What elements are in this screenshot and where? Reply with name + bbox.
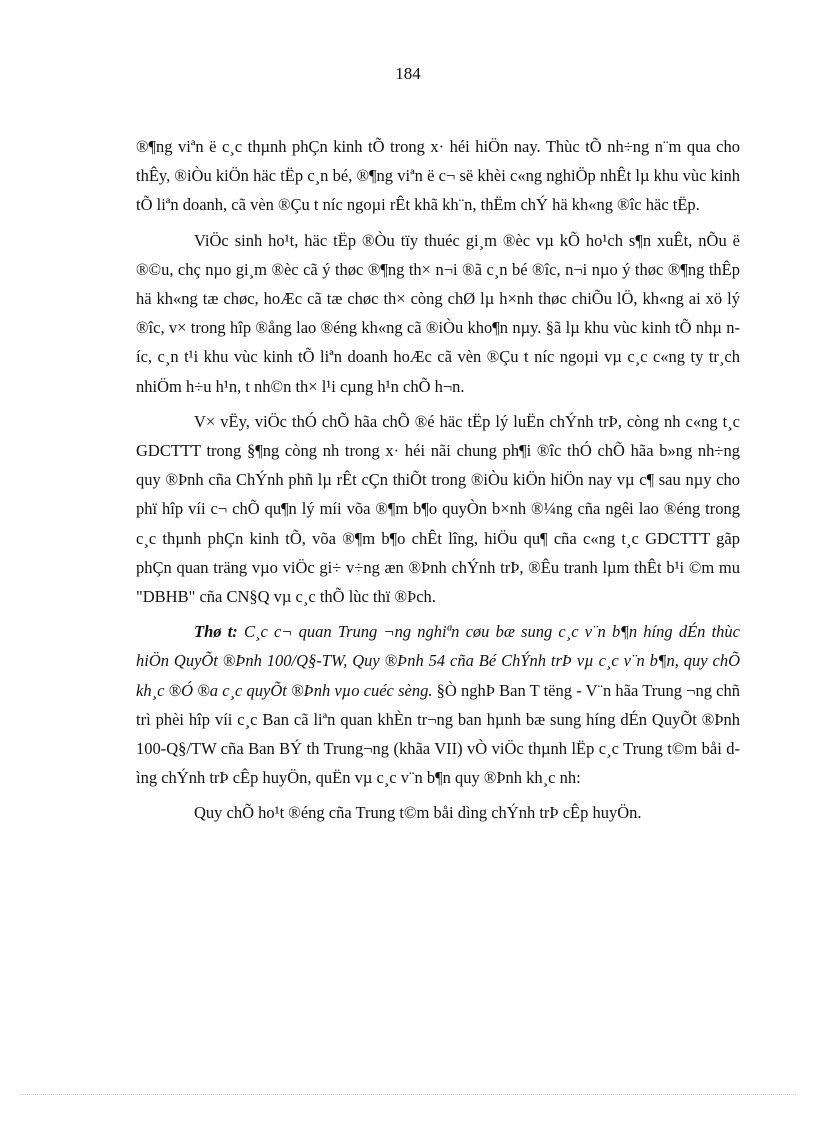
document-body — [136, 132, 740, 834]
paragraph-2: ViÖc sinh ho¹t, häc tËp ®Òu tïy thuéc gi¸m ®èc vµ kÕ ho¹ch s¶n xuÊt, nÕu ë ®©u, chç nµo gi¸m ®èc cã ý thøc ®¶ng th× n¬i ®ã c¸n bé ®îc, n¬i nµo ý thøc ®¶ng thÊp hä kh«ng tæ chøc, hoÆc cã tæ chøc th× còng chØ lµ h×nh thøc chiÕu lÖ, kh«ng ai xö lý ®îc, v× trong hîp ®ång lao ®éng kh«ng cã ®iÒu kho¶n nµy. §ã lµ khu vùc kinh tÕ nhµ níc, c¸n t¹i khu vùc kinh tÕ liªn doanh hoÆc cã vèn ®Çu t níc ngoµi vµ c¸c c«ng ty tr¸ch nhiÖm h÷u h¹n, t nh©n th× l¹i cµng h¹n chÕ h¬n. — [136, 230, 740, 396]
paragraph-4-normal-text: §Ò nghÞ Ban T tëng - V¨n hãa Trung ¬ng chñ trì phèi hîp víi c¸c Ban cã liªn quan khÈn tr¬ng ban hµnh bæ sung híng dÉn QuyÕt ®Þnh 100-Q§/TW cña Ban BÝ th Trung¬ng (khãa VII) vÒ viÖc thµnh lËp c¸c Trung t©m båi dìng chÝnh trÞ cÊp huyÖn, quËn vµ c¸c v¨n b¶n quy ®Þnh kh¸c nh: — [136, 680, 740, 788]
paragraph-3: V× vËy, viÖc thÓ chÕ hãa chÕ ®é häc tËp lý luËn chÝnh trÞ, còng nh c«ng t¸c GDCTTT trong §¶ng còng nh trong x· héi nãi chung ph¶i ®îc thÓ chÕ hãa b»ng nh÷ng quy ®Þnh cña ChÝnh phñ lµ rÊt cÇn thiÕt trong ®iÒu kiÖn hiÖn nay vµ c¶ sau nµy cho phï hîp víi c¬ chÕ qu¶n lý míi võa ®¶m b¶o quyÒn b×nh ®¼ng cña ngêi lao ®éng trong c¸c thµnh phÇn kinh tÕ, võa ®¶m b¶o chÊt lîng, hiÖu qu¶ cña c«ng t¸c GDCTTT gãp phÇn quan träng vµo viÖc gi÷ v÷ng æn ®Þnh chÝnh trÞ, ®Êu tranh lµm thÊt b¹i ©m mu "DBHB" cña CN§Q vµ c¸c thÕ lùc thï ®Þch. — [136, 411, 740, 607]
paragraph-4 — [136, 617, 740, 792]
paragraph-1: ®¶ng viªn ë c¸c thµnh phÇn kinh tÕ trong x· héi hiÖn nay. Thùc tÕ nh÷ng n¨m qua cho thÊy, ®iÒu kiÖn häc tËp c¸n bé, ®¶ng viªn ë c¬ së khèi c«ng nghiÖp nhÊt lµ khu vùc kinh tÕ liªn doanh, cã vèn ®Çu t níc ngoµi rÊt khã kh¨n, thËm chÝ hä kh«ng ®îc häc tËp. — [136, 137, 740, 215]
paragraph-4-lead: Thø t: — [194, 622, 238, 642]
page-bottom-divider — [20, 1094, 796, 1095]
paragraph-4-italic-text: C¸c c¬ quan Trung ¬ng nghiªn cøu bæ sung c¸c v¨n b¶n híng dÉn thùc hiÖn QuyÕt ®Þnh 100/Q§-TW, Quy ®Þnh 54 cña Bé ChÝnh trÞ vµ c¸c v¨n b¶n, quy chÕ kh¸c ®Ó ®a c¸c quyÕt ®Þnh vµo cuéc sèng. — [136, 622, 740, 700]
page-number: 184 — [395, 64, 421, 83]
paragraph-5: Quy chÕ ho¹t ®éng cña Trung t©m båi dìng chÝnh trÞ cÊp huyÖn. — [194, 803, 642, 823]
